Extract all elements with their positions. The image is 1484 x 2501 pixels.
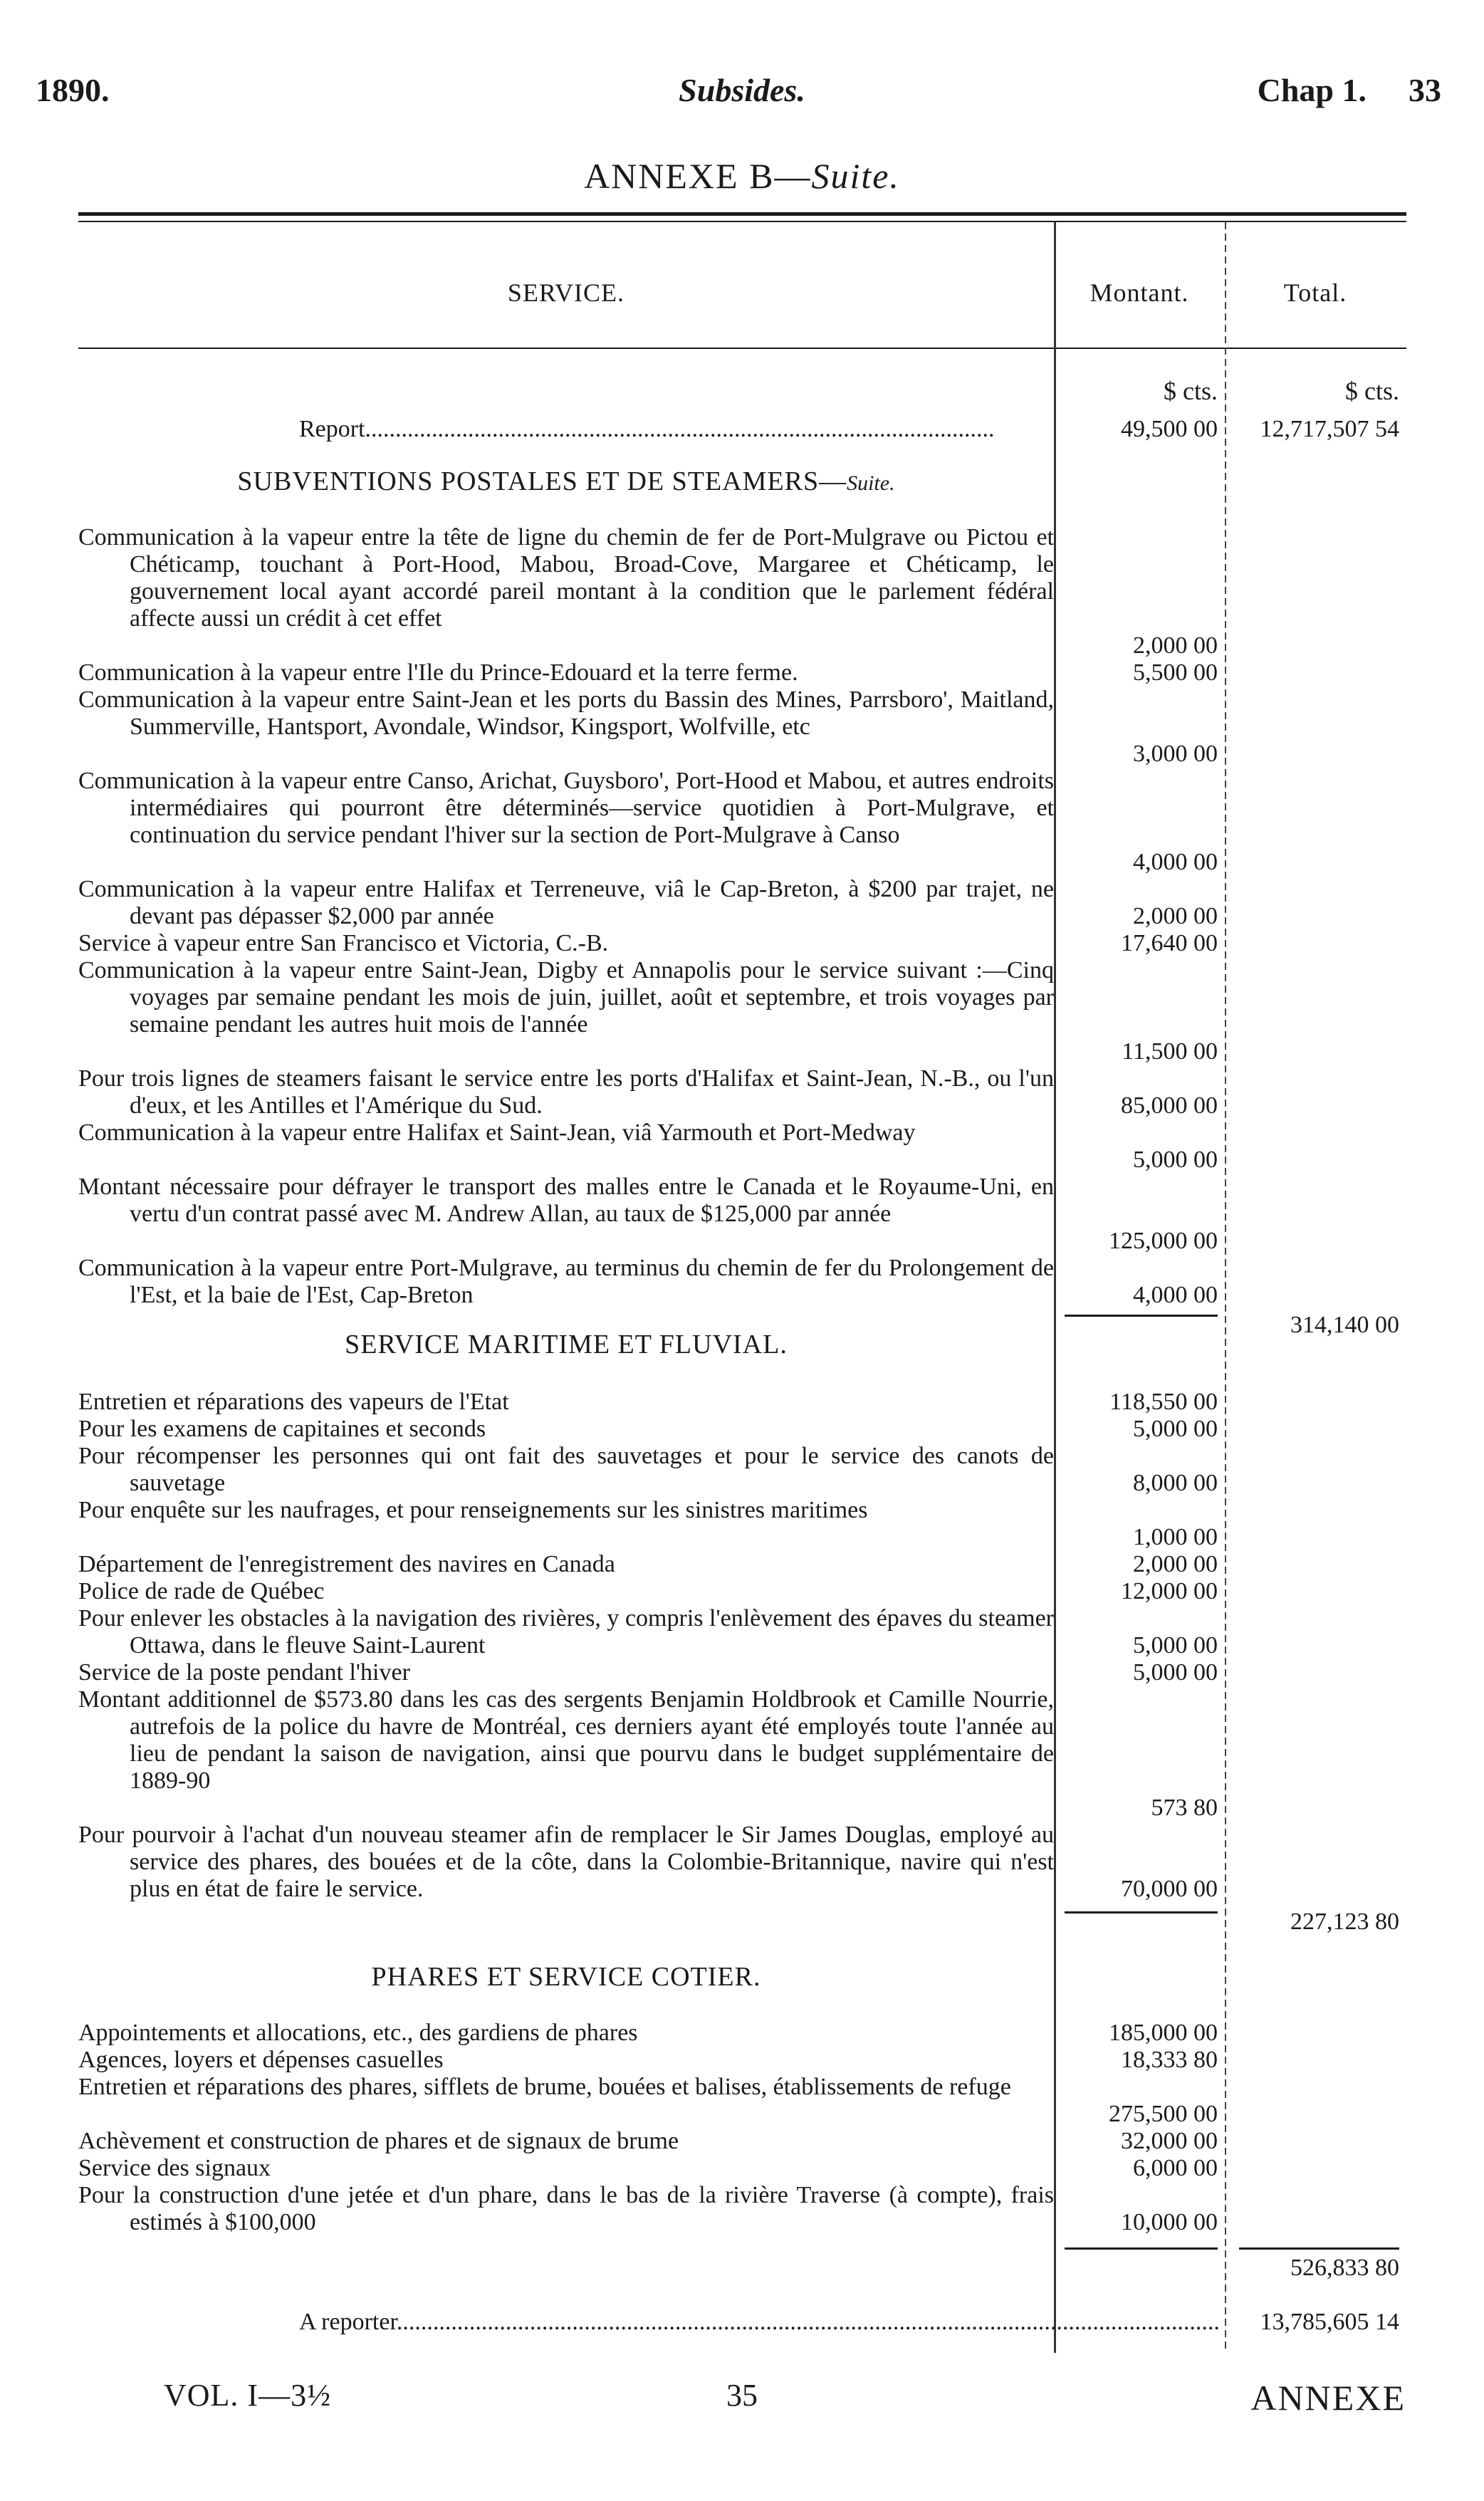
report-montant: 49,500 00 xyxy=(1121,416,1218,442)
list-item: Entretien et réparations des phares, sifflets de brume, bouées et balises, établissements de refuge xyxy=(78,2074,1011,2100)
report-label: Report........................................................................................................ xyxy=(299,416,995,442)
list-item: Pour les examens de capitaines et seconds xyxy=(78,1416,486,1442)
header-chapter: Chap 1. xyxy=(1257,72,1367,108)
amount: 70,000 00 xyxy=(1121,1876,1218,1902)
amount: 3,000 00 xyxy=(1133,741,1218,767)
list-item: Pour pourvoir à l'achat d'un nouveau steamer afin de remplacer le Sir James Douglas, employé au service des phares, des bouées et de la côte, dans la Colombie-Britannique, navire qui n'est plus en état de faire le service. xyxy=(78,1822,1054,1902)
amount: 32,000 00 xyxy=(1121,2128,1218,2154)
amount: 18,333 80 xyxy=(1121,2047,1218,2073)
subtotal-rule xyxy=(1065,1315,1218,1317)
amount: 125,000 00 xyxy=(1109,1228,1218,1254)
amount: 185,000 00 xyxy=(1109,2020,1218,2046)
amount: 2,000 00 xyxy=(1133,903,1218,929)
column-header-rule xyxy=(78,348,1406,349)
list-item: Pour récompenser les personnes qui ont fait des sauvetages et pour le service des canots de sauvetage xyxy=(78,1443,1054,1496)
postales-total: 314,140 00 xyxy=(1290,1312,1399,1338)
list-item: Service à vapeur entre San Francisco et Victoria, C.-B. xyxy=(78,930,609,956)
section-title-phares: PHARES ET SERVICE COTIER. xyxy=(371,1962,761,1992)
list-item: Département de l'enregistrement des navires en Canada xyxy=(78,1551,615,1577)
header-title: Subsides. xyxy=(679,72,805,108)
list-item: Communication à la vapeur entre la tête de ligne du chemin de fer de Port-Mulgrave ou Pictou et Chéticamp, touchant à Port-Hood, Mabou, Broad-Cove, Margaree et Chéticamp, le gouvernement local ayant accordé pareil montant à la condition que le parlement fédéral affecte aussi un crédit à cet effet xyxy=(78,524,1054,632)
amount: 2,000 00 xyxy=(1133,1551,1218,1577)
list-item: Appointements et allocations, etc., des gardiens de phares xyxy=(78,2020,638,2046)
amount: 4,000 00 xyxy=(1133,1282,1218,1308)
list-item: Communication à la vapeur entre Halifax et Terreneuve, viâ le Cap-Breton, à $200 par trajet, ne devant pas dépasser $2,000 par année xyxy=(78,876,1054,929)
top-thin-rule xyxy=(78,221,1406,222)
list-item: Pour trois lignes de steamers faisant le service entre les ports d'Halifax et Saint-Jean, N.-B., ou l'un d'eux, et les Antilles et l'Amérique du Sud. xyxy=(78,1065,1054,1119)
list-item: Pour la construction d'une jetée et d'un phare, dans le bas de la rivière Traverse (à compte), frais estimés à $100,000 xyxy=(78,2182,1054,2235)
carry-total: 13,785,605 14 xyxy=(1260,2309,1399,2335)
list-item: Service de la poste pendant l'hiver xyxy=(78,1659,410,1686)
list-item: Communication à la vapeur entre Saint-Jean, Digby et Annapolis pour le service suivant :—Cinq voyages par semaine pendant les mois de juin, juillet, août et septembre, et trois voyages par semaine pendant les autres huit mois de l'année xyxy=(78,957,1054,1038)
report-row xyxy=(78,416,1054,443)
amount: 2,000 00 xyxy=(1133,632,1218,659)
annex-suite: Suite. xyxy=(811,156,900,196)
amount: 17,640 00 xyxy=(1121,930,1218,956)
amount: 5,000 00 xyxy=(1133,1659,1218,1686)
amount: 12,000 00 xyxy=(1121,1578,1218,1604)
header-page-number: 33 xyxy=(1409,72,1441,108)
total-rule xyxy=(1239,2247,1399,2250)
annex-title: ANNEXE B—Suite. xyxy=(584,156,900,196)
top-thick-rule xyxy=(78,212,1406,216)
list-item: Police de rade de Québec xyxy=(78,1578,325,1604)
unit-montant: $ cts. xyxy=(1164,377,1218,405)
footer-page-number: 35 xyxy=(726,2378,758,2413)
report-total: 12,717,507 54 xyxy=(1260,416,1399,442)
amount: 5,500 00 xyxy=(1133,659,1218,686)
subtotal-rule xyxy=(1065,1911,1218,1913)
amount: 4,000 00 xyxy=(1133,849,1218,875)
amount: 6,000 00 xyxy=(1133,2155,1218,2181)
unit-total: $ cts. xyxy=(1345,377,1399,405)
amount: 1,000 00 xyxy=(1133,1524,1218,1550)
amount: 573 80 xyxy=(1151,1795,1218,1821)
section-title-maritime: SERVICE MARITIME ET FLUVIAL. xyxy=(345,1330,788,1359)
amount: 5,000 00 xyxy=(1133,1632,1218,1659)
amount: 10,000 00 xyxy=(1121,2209,1218,2235)
list-item: Communication à la vapeur entre Port-Mulgrave, au terminus du chemin de fer du Prolongement de l'Est, et la baie de l'Est, Cap-Breton xyxy=(78,1255,1054,1308)
header-chapter-page xyxy=(1258,71,1441,109)
amount: 118,550 00 xyxy=(1109,1389,1218,1415)
list-item: Communication à la vapeur entre Halifax et Saint-Jean, viâ Yarmouth et Port-Medway xyxy=(78,1119,916,1146)
subtotal-rule xyxy=(1065,2247,1218,2250)
phares-total: 526,833 80 xyxy=(1290,2255,1399,2281)
list-item: Communication à la vapeur entre Canso, Arichat, Guysboro', Port-Hood et Mabou, et autres endroits intermédiaires qui pourront être déterminés—service quotidien à Port-Mulgrave, et continuation du service pendant l'hiver sur la section de Port-Mulgrave à Canso xyxy=(78,768,1054,848)
list-item: Achèvement et construction de phares et de signaux de brume xyxy=(78,2128,679,2154)
list-item: Pour enquête sur les naufrages, et pour renseignements sur les sinistres maritimes xyxy=(78,1497,868,1523)
footer-annexe: ANNEXE xyxy=(1250,2378,1406,2418)
column-divider-total xyxy=(1225,222,1226,2353)
maritime-total: 227,123 80 xyxy=(1290,1909,1399,1935)
list-item: Communication à la vapeur entre l'Ile du Prince-Edouard et la terre ferme. xyxy=(78,659,798,686)
column-header-service: SERVICE. xyxy=(507,278,625,307)
list-item: Montant additionnel de $573.80 dans les cas des sergents Benjamin Holdbrook et Camille Nourrie, autrefois de la police du havre de Montréal, ces derniers ayant été employés toute l'année au lieu de pendant la saison de navigation, ainsi que pourvu dans le budget supplémentaire de 1889-90 xyxy=(78,1686,1054,1794)
header-year: 1890. xyxy=(36,72,110,108)
amount: 11,500 00 xyxy=(1122,1038,1218,1065)
amount: 85,000 00 xyxy=(1121,1092,1218,1119)
column-header-total: Total. xyxy=(1283,278,1347,307)
carry-row xyxy=(78,2309,1220,2336)
list-item: Agences, loyers et dépenses casuelles xyxy=(78,2047,444,2073)
list-item: Communication à la vapeur entre Saint-Jean et les ports du Bassin des Mines, Parrsboro', Maitland, Summerville, Hantsport, Avondale, Windsor, Kingsport, Wolfville, etc xyxy=(78,686,1054,740)
list-item: Service des signaux xyxy=(78,2155,271,2181)
amount: 5,000 00 xyxy=(1133,1416,1218,1442)
column-header-montant: Montant. xyxy=(1090,278,1189,307)
amount: 275,500 00 xyxy=(1109,2101,1218,2127)
amount: 5,000 00 xyxy=(1133,1147,1218,1173)
list-item: Pour enlever les obstacles à la navigation des rivières, y compris l'enlèvement des épaves du steamer Ottawa, dans le fleuve Saint-Laurent xyxy=(78,1605,1054,1659)
list-item: Entretien et réparations des vapeurs de l'Etat xyxy=(78,1389,509,1415)
section-title-postales: SUBVENTIONS POSTALES ET DE STEAMERS—Suite. xyxy=(237,466,895,496)
carry-label: A reporter........................................................................................................................................ xyxy=(299,2309,1220,2335)
footer-volume: VOL. I—3½ xyxy=(164,2378,332,2413)
list-item: Montant nécessaire pour défrayer le transport des malles entre le Canada et le Royaume-Uni, en vertu d'un contrat passé avec M. Andrew Allan, au taux de $125,000 par année xyxy=(78,1174,1054,1227)
amount: 8,000 00 xyxy=(1133,1470,1218,1496)
